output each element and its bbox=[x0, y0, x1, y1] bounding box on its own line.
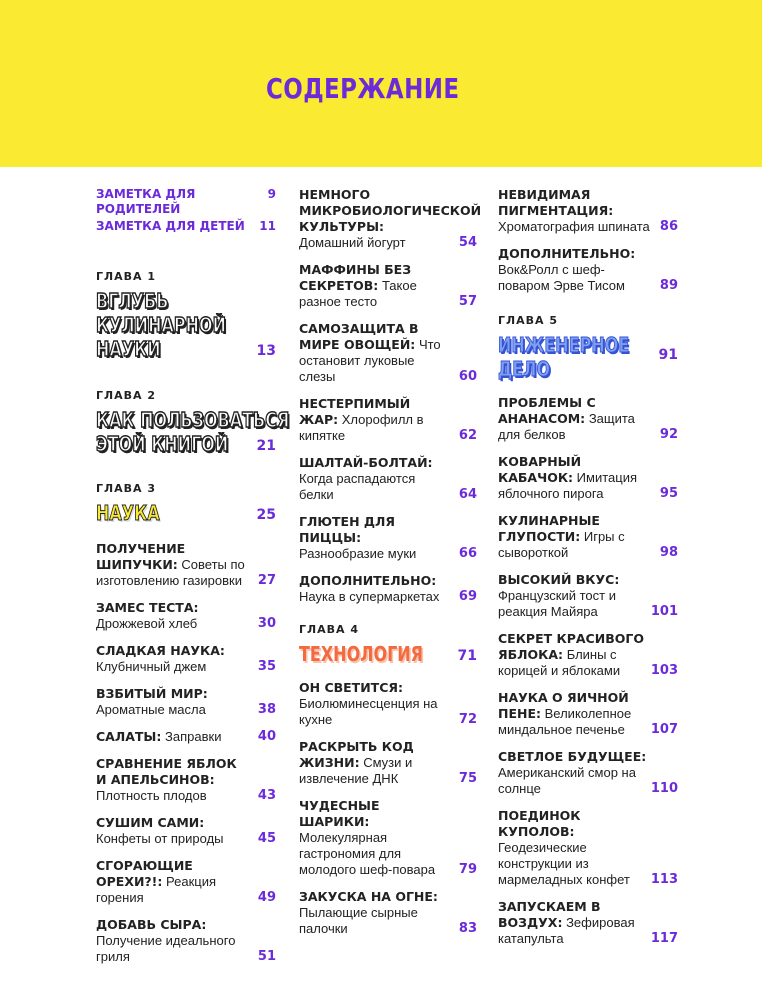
entry-title: КУЛИНАРНЫЕ ГЛУПОСТИ: bbox=[498, 513, 600, 544]
chapter-label: ГЛАВА 2 bbox=[96, 389, 157, 402]
entry-title: СРАВНЕНИЕ ЯБЛОК И АПЕЛЬСИНОВ: bbox=[96, 756, 237, 787]
page-number: 83 bbox=[458, 921, 477, 936]
page-number: 71 bbox=[457, 648, 477, 664]
entry-title: ЗАМЕС ТЕСТА: bbox=[96, 600, 199, 615]
toc-entry[interactable] bbox=[498, 899, 678, 947]
page-number: 117 bbox=[650, 931, 678, 946]
entry-subtitle: Домашний йогурт bbox=[299, 235, 406, 250]
toc-entry[interactable] bbox=[96, 729, 276, 745]
toc-entry[interactable] bbox=[96, 600, 276, 632]
entry-title: ОН СВЕТИТСЯ: bbox=[299, 680, 403, 695]
page-number: 86 bbox=[659, 219, 678, 234]
chapter-title-line: КАК ПОЛЬЗОВАТЬСЯ bbox=[96, 408, 290, 432]
entry-title: СЛАДКАЯ НАУКА: bbox=[96, 643, 225, 658]
page-number: 101 bbox=[650, 604, 678, 619]
toc-entry[interactable] bbox=[498, 246, 678, 294]
entry-title: ВЫСОКИЙ ВКУС: bbox=[498, 572, 620, 587]
entry-subtitle: Дрожжевой хлеб bbox=[96, 616, 198, 631]
entry-title: ДОБАВЬ СЫРА: bbox=[96, 917, 207, 932]
chapter-2[interactable] bbox=[96, 389, 290, 456]
page-number: 91 bbox=[658, 347, 678, 363]
chapter-title-line: ЭТОЙ КНИГОЙ bbox=[96, 432, 229, 456]
entry-title: НЕВИДИМАЯ ПИГМЕНТАЦИЯ: bbox=[498, 187, 614, 218]
note-parents[interactable] bbox=[96, 187, 276, 217]
note-title: ЗАМЕТКА ДЛЯ ДЕТЕЙ bbox=[96, 219, 245, 233]
page-number: 75 bbox=[458, 771, 477, 786]
entry-subtitle: Разнообразие муки bbox=[299, 546, 417, 561]
toc-entry[interactable] bbox=[299, 739, 477, 787]
page-number: 72 bbox=[458, 712, 477, 727]
chapter-title-line: ТЕХНОЛОГИЯ bbox=[299, 642, 423, 666]
toc-entry[interactable] bbox=[96, 858, 276, 906]
entry-subtitle: Пылающие сырные палочки bbox=[299, 905, 418, 936]
entry-subtitle: Защита для белков bbox=[498, 411, 635, 442]
page-number: 38 bbox=[257, 702, 276, 717]
toc-entry[interactable] bbox=[299, 455, 477, 503]
page-title: СОДЕРЖАНИЕ bbox=[266, 72, 460, 105]
toc-list bbox=[498, 187, 678, 294]
entry-subtitle: Плотность плодов bbox=[96, 788, 207, 803]
chapter-title-line: ДЕЛО bbox=[498, 357, 551, 381]
toc-entry[interactable] bbox=[299, 573, 477, 605]
page-number: 45 bbox=[257, 831, 276, 846]
entry-subtitle: Игры с сывороткой bbox=[498, 529, 625, 560]
entry-title: СВЕТЛОЕ БУДУЩЕЕ: bbox=[498, 749, 647, 764]
toc-list bbox=[299, 187, 482, 605]
chapter-4[interactable] bbox=[299, 623, 477, 666]
toc-entry[interactable] bbox=[498, 808, 678, 888]
toc-entry[interactable] bbox=[299, 187, 482, 251]
page-number: 35 bbox=[257, 659, 276, 674]
entry-title: ШАЛТАЙ-БОЛТАЙ: bbox=[299, 455, 433, 470]
entry-subtitle: Биолюминесценция на кухне bbox=[299, 696, 438, 727]
page-number: 62 bbox=[458, 428, 477, 443]
toc-column-1 bbox=[96, 187, 290, 976]
chapter-label: ГЛАВА 5 bbox=[498, 314, 559, 327]
entry-subtitle: Имитация яблочного пирога bbox=[498, 470, 637, 501]
entry-subtitle: Когда распадаются белки bbox=[299, 471, 416, 502]
page-number: 13 bbox=[256, 343, 276, 359]
entry-subtitle: Заправки bbox=[165, 729, 222, 744]
page-number: 54 bbox=[458, 235, 477, 250]
chapter-title-line: НАУКИ bbox=[96, 337, 161, 361]
chapter-label: ГЛАВА 1 bbox=[96, 270, 157, 283]
page-number: 25 bbox=[256, 507, 276, 523]
page-number: 64 bbox=[458, 487, 477, 502]
entry-subtitle: Клубничный джем bbox=[96, 659, 207, 674]
toc-entry[interactable] bbox=[498, 749, 678, 797]
toc-column-2 bbox=[299, 187, 482, 948]
entry-subtitle: Конфеты от природы bbox=[96, 831, 224, 846]
chapter-1[interactable] bbox=[96, 270, 276, 361]
toc-entry[interactable] bbox=[96, 917, 276, 965]
entry-title: СГОРАЮЩИЕ ОРЕХИ?!: bbox=[96, 858, 193, 889]
chapter-3[interactable] bbox=[96, 482, 276, 525]
entry-subtitle: Американский смор на солнце bbox=[498, 765, 636, 796]
entry-subtitle: Наука в супермаркетах bbox=[299, 589, 440, 604]
chapter-title-line: КУЛИНАРНОЙ bbox=[96, 313, 226, 337]
page-number: 110 bbox=[650, 781, 678, 796]
toc-entry[interactable] bbox=[299, 396, 477, 444]
entry-title: САМОЗАЩИТА В МИРЕ ОВОЩЕЙ: bbox=[299, 321, 419, 352]
entry-subtitle: Ароматные масла bbox=[96, 702, 206, 717]
toc-entry[interactable] bbox=[96, 686, 276, 718]
chapter-title-line: НАУКА bbox=[96, 501, 160, 525]
entry-title: НЕМНОГО МИКРОБИОЛОГИЧЕСКОЙ КУЛЬТУРЫ: bbox=[299, 187, 482, 234]
toc-entry[interactable] bbox=[498, 631, 678, 679]
toc-entry[interactable] bbox=[299, 889, 477, 937]
entry-title: НАУКА О ЯИЧНОЙ ПЕНЕ: bbox=[498, 690, 629, 721]
entry-subtitle: Получение идеального гриля bbox=[96, 933, 236, 964]
entry-title: ПОЕДИНОК КУПОЛОВ: bbox=[498, 808, 581, 839]
entry-title: ЗАПУСКАЕМ В ВОЗДУХ: bbox=[498, 899, 601, 930]
header-banner bbox=[0, 0, 762, 167]
toc-entry[interactable] bbox=[96, 643, 276, 675]
toc-entry[interactable] bbox=[498, 187, 678, 235]
toc-entry[interactable] bbox=[498, 690, 678, 738]
entry-title: ПОЛУЧЕНИЕ ШИПУЧКИ: bbox=[96, 541, 186, 572]
entry-subtitle: Хроматография шпината bbox=[498, 219, 650, 234]
entry-title: ГЛЮТЕН ДЛЯ ПИЦЦЫ: bbox=[299, 514, 396, 545]
chapter-label: ГЛАВА 3 bbox=[96, 482, 157, 495]
entry-subtitle: Зефировая катапульта bbox=[498, 915, 635, 946]
entry-subtitle: Великолепное миндальное печенье bbox=[498, 706, 632, 737]
note-kids[interactable] bbox=[96, 219, 276, 234]
entry-title: СЕКРЕТ КРАСИВОГО ЯБЛОКА: bbox=[498, 631, 644, 662]
entry-subtitle: Вок&Ролл с шеф-поваром Эрве Тисом bbox=[498, 262, 625, 293]
page-number: 89 bbox=[659, 278, 678, 293]
entry-subtitle: Молекулярная гастрономия для молодого шеф-повара bbox=[299, 830, 436, 877]
entry-subtitle: Реакция горения bbox=[96, 874, 217, 905]
page-number: 92 bbox=[659, 427, 678, 442]
page-number: 57 bbox=[458, 294, 477, 309]
toc-entry[interactable] bbox=[498, 513, 678, 561]
chapter-title-line: ИНЖЕНЕРНОЕ bbox=[498, 333, 630, 357]
page-number: 66 bbox=[458, 546, 477, 561]
entry-title: ВЗБИТЫЙ МИР: bbox=[96, 686, 208, 701]
chapter-title-line: ВГЛУБЬ bbox=[96, 289, 169, 313]
page-number: 51 bbox=[257, 949, 276, 964]
note-title: ЗАМЕТКА ДЛЯ РОДИТЕЛЕЙ bbox=[96, 187, 196, 216]
page-number: 30 bbox=[257, 616, 276, 631]
entry-subtitle: Французский тост и реакция Майяра bbox=[498, 588, 616, 619]
chapter-label: ГЛАВА 4 bbox=[299, 623, 360, 636]
entry-subtitle: Такое разное тесто bbox=[299, 278, 417, 309]
toc-list bbox=[299, 680, 477, 937]
entry-title: САЛАТЫ: bbox=[96, 729, 162, 744]
entry-title: РАСКРЫТЬ КОД ЖИЗНИ: bbox=[299, 739, 414, 770]
page-number: 69 bbox=[458, 589, 477, 604]
toc-entry[interactable] bbox=[96, 756, 276, 804]
toc-entry[interactable] bbox=[299, 798, 477, 878]
page-number: 103 bbox=[650, 663, 678, 678]
page-number: 11 bbox=[259, 219, 276, 233]
page-number: 79 bbox=[458, 862, 477, 877]
chapter-5[interactable] bbox=[498, 314, 678, 381]
page-number: 40 bbox=[257, 729, 276, 744]
toc-entry[interactable] bbox=[498, 454, 678, 502]
page-number: 107 bbox=[650, 722, 678, 737]
entry-subtitle: Блины с корицей и яблоками bbox=[498, 647, 621, 678]
entry-title: НЕСТЕРПИМЫЙ ЖАР: bbox=[299, 396, 411, 427]
entry-title: КОВАРНЫЙ КАБАЧОК: bbox=[498, 454, 582, 485]
toc-entry[interactable] bbox=[498, 572, 678, 620]
toc-entry[interactable] bbox=[498, 395, 678, 443]
toc-entry[interactable] bbox=[96, 815, 276, 847]
toc-list bbox=[96, 541, 276, 965]
entry-subtitle: Хлорофилл в кипятке bbox=[299, 412, 424, 443]
page-number: 21 bbox=[256, 438, 276, 454]
entry-subtitle: Советы по изготовлению газировки bbox=[96, 557, 245, 588]
toc-column-3 bbox=[498, 187, 678, 958]
entry-title: СУШИМ САМИ: bbox=[96, 815, 205, 830]
toc-entry[interactable] bbox=[299, 262, 477, 310]
entry-title: ДОПОЛНИТЕЛЬНО: bbox=[498, 246, 636, 261]
entry-subtitle: Смузи и извлечение ДНК bbox=[299, 755, 413, 786]
page-number: 49 bbox=[257, 890, 276, 905]
page-number: 60 bbox=[458, 369, 477, 384]
page-number: 43 bbox=[257, 788, 276, 803]
page-number: 113 bbox=[650, 872, 678, 887]
page-number: 9 bbox=[267, 187, 276, 201]
entry-title: ЗАКУСКА НА ОГНЕ: bbox=[299, 889, 438, 904]
page-number: 27 bbox=[257, 573, 276, 588]
entry-subtitle: Что остановит луковые слезы bbox=[299, 337, 441, 384]
entry-title: ПРОБЛЕМЫ С АНАНАСОМ: bbox=[498, 395, 596, 426]
toc-entry[interactable] bbox=[299, 321, 477, 385]
entry-subtitle: Геодезические конструкции из мармеладных конфет bbox=[498, 840, 630, 887]
entry-title: МАФФИНЫ БЕЗ СЕКРЕТОВ: bbox=[299, 262, 412, 293]
toc-entry[interactable] bbox=[299, 514, 477, 562]
page-number: 98 bbox=[659, 545, 678, 560]
toc-entry[interactable] bbox=[96, 541, 276, 589]
toc-list bbox=[498, 395, 678, 947]
toc-entry[interactable] bbox=[299, 680, 477, 728]
entry-title: ДОПОЛНИТЕЛЬНО: bbox=[299, 573, 437, 588]
page-number: 95 bbox=[659, 486, 678, 501]
entry-title: ЧУДЕСНЫЕ ШАРИКИ: bbox=[299, 798, 380, 829]
